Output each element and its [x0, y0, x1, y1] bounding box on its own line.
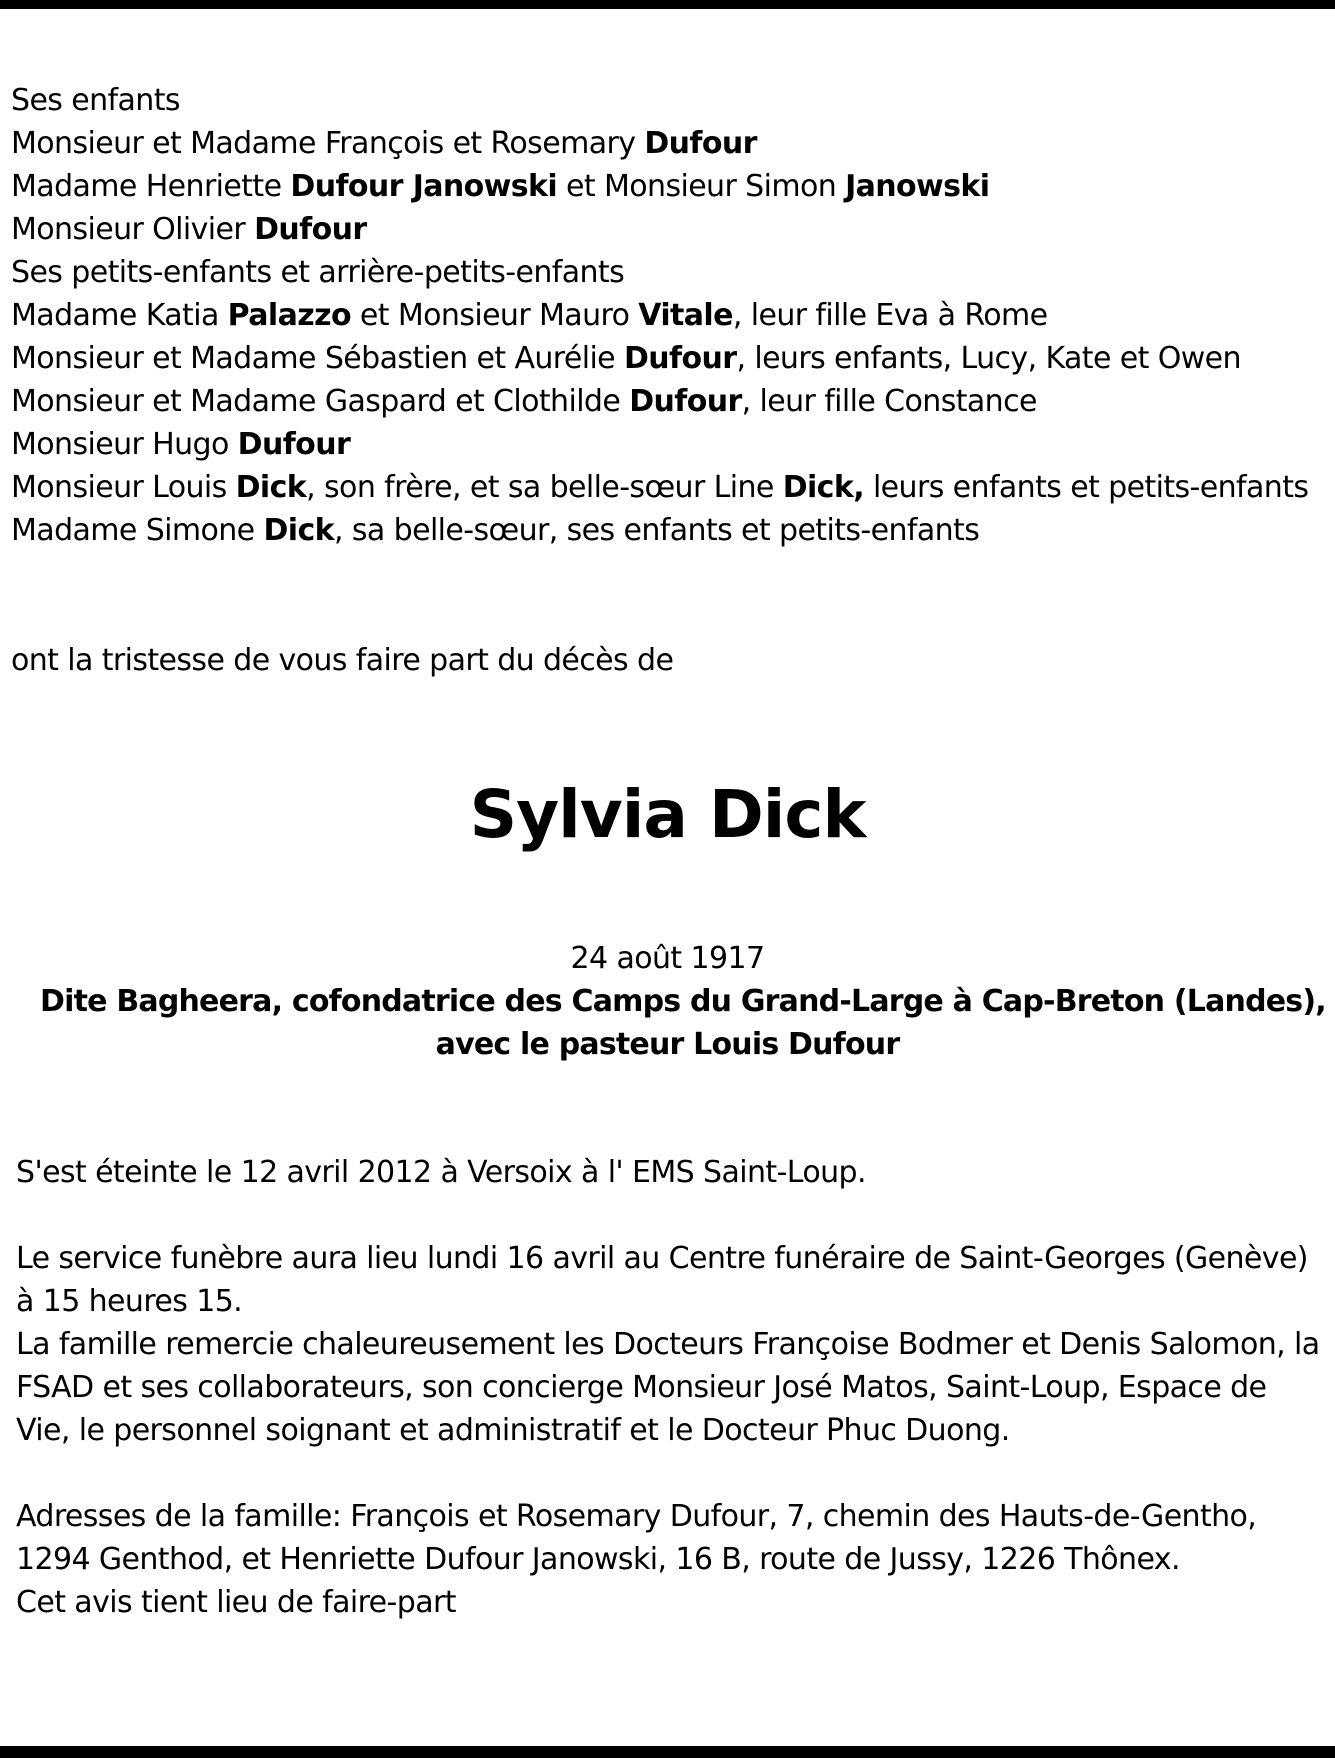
- family-line: Monsieur et Madame Gaspard et Clothilde Dufour, leur fille Constance: [11, 384, 1037, 419]
- family-line: Monsieur Hugo Dufour: [11, 427, 351, 462]
- family-line: Monsieur et Madame Sébastien et Aurélie Dufour, leurs enfants, Lucy, Kate et Owen: [11, 341, 1241, 376]
- closing-note: Cet avis tient lieu de faire-part: [16, 1585, 456, 1620]
- death-statement: S'est éteinte le 12 avril 2012 à Versoix à l' EMS Saint-Loup.: [16, 1155, 866, 1190]
- bottom-border-rule: [0, 1746, 1335, 1758]
- notice-body: [16, 1151, 1321, 1624]
- deceased-name: Sylvia Dick: [469, 776, 866, 853]
- deceased-description: [40, 980, 1326, 1066]
- top-border-rule: [0, 0, 1335, 9]
- family-line: Madame Henriette Dufour Janowski et Monsieur Simon Janowski: [11, 169, 990, 204]
- service-info: Le service funèbre aura lieu lundi 16 avril au Centre funéraire de Saint-Georges (Genève) à 15 heures 15.: [16, 1241, 1308, 1319]
- family-line: Monsieur Olivier Dufour: [11, 212, 367, 247]
- paragraph-spacer: [16, 1452, 1321, 1495]
- family-line: Ses petits-enfants et arrière-petits-enfants: [11, 255, 625, 290]
- family-line: Monsieur et Madame François et Rosemary Dufour: [11, 126, 757, 161]
- family-line: Monsieur Louis Dick, son frère, et sa belle-sœur Line Dick, leurs enfants et petits-enfants: [11, 470, 1309, 505]
- family-line: Madame Katia Palazzo et Monsieur Mauro Vitale, leur fille Eva à Rome: [11, 298, 1048, 333]
- family-addresses: Adresses de la famille: François et Rosemary Dufour, 7, chemin des Hauts-de-Gentho, 1294 Genthod, et Henriette Dufour Janowski, 16 B, route de Jussy, 1226 Thônex.: [16, 1499, 1257, 1577]
- paragraph-spacer: [16, 1194, 1321, 1237]
- family-line: Ses enfants: [11, 83, 180, 118]
- announcement-intro: ont la tristesse de vous faire part du décès de: [11, 643, 674, 678]
- birth-date: 24 août 1917: [570, 941, 765, 976]
- description-line: Dite Bagheera, cofondatrice des Camps du Grand-Large à Cap-Breton (Landes),: [40, 984, 1326, 1019]
- thanks-paragraph: La famille remercie chaleureusement les Docteurs Françoise Bodmer et Denis Salomon, la FSAD et ses collaborateurs, son concierge Monsieur José Matos, Saint-Loup, Espace de Vie, le personnel soignant et administratif et le Docteur Phuc Duong.: [16, 1327, 1320, 1448]
- family-list: [11, 79, 1321, 552]
- family-line: Madame Simone Dick, sa belle-sœur, ses enfants et petits-enfants: [11, 513, 980, 548]
- description-line: avec le pasteur Louis Dufour: [435, 1027, 900, 1062]
